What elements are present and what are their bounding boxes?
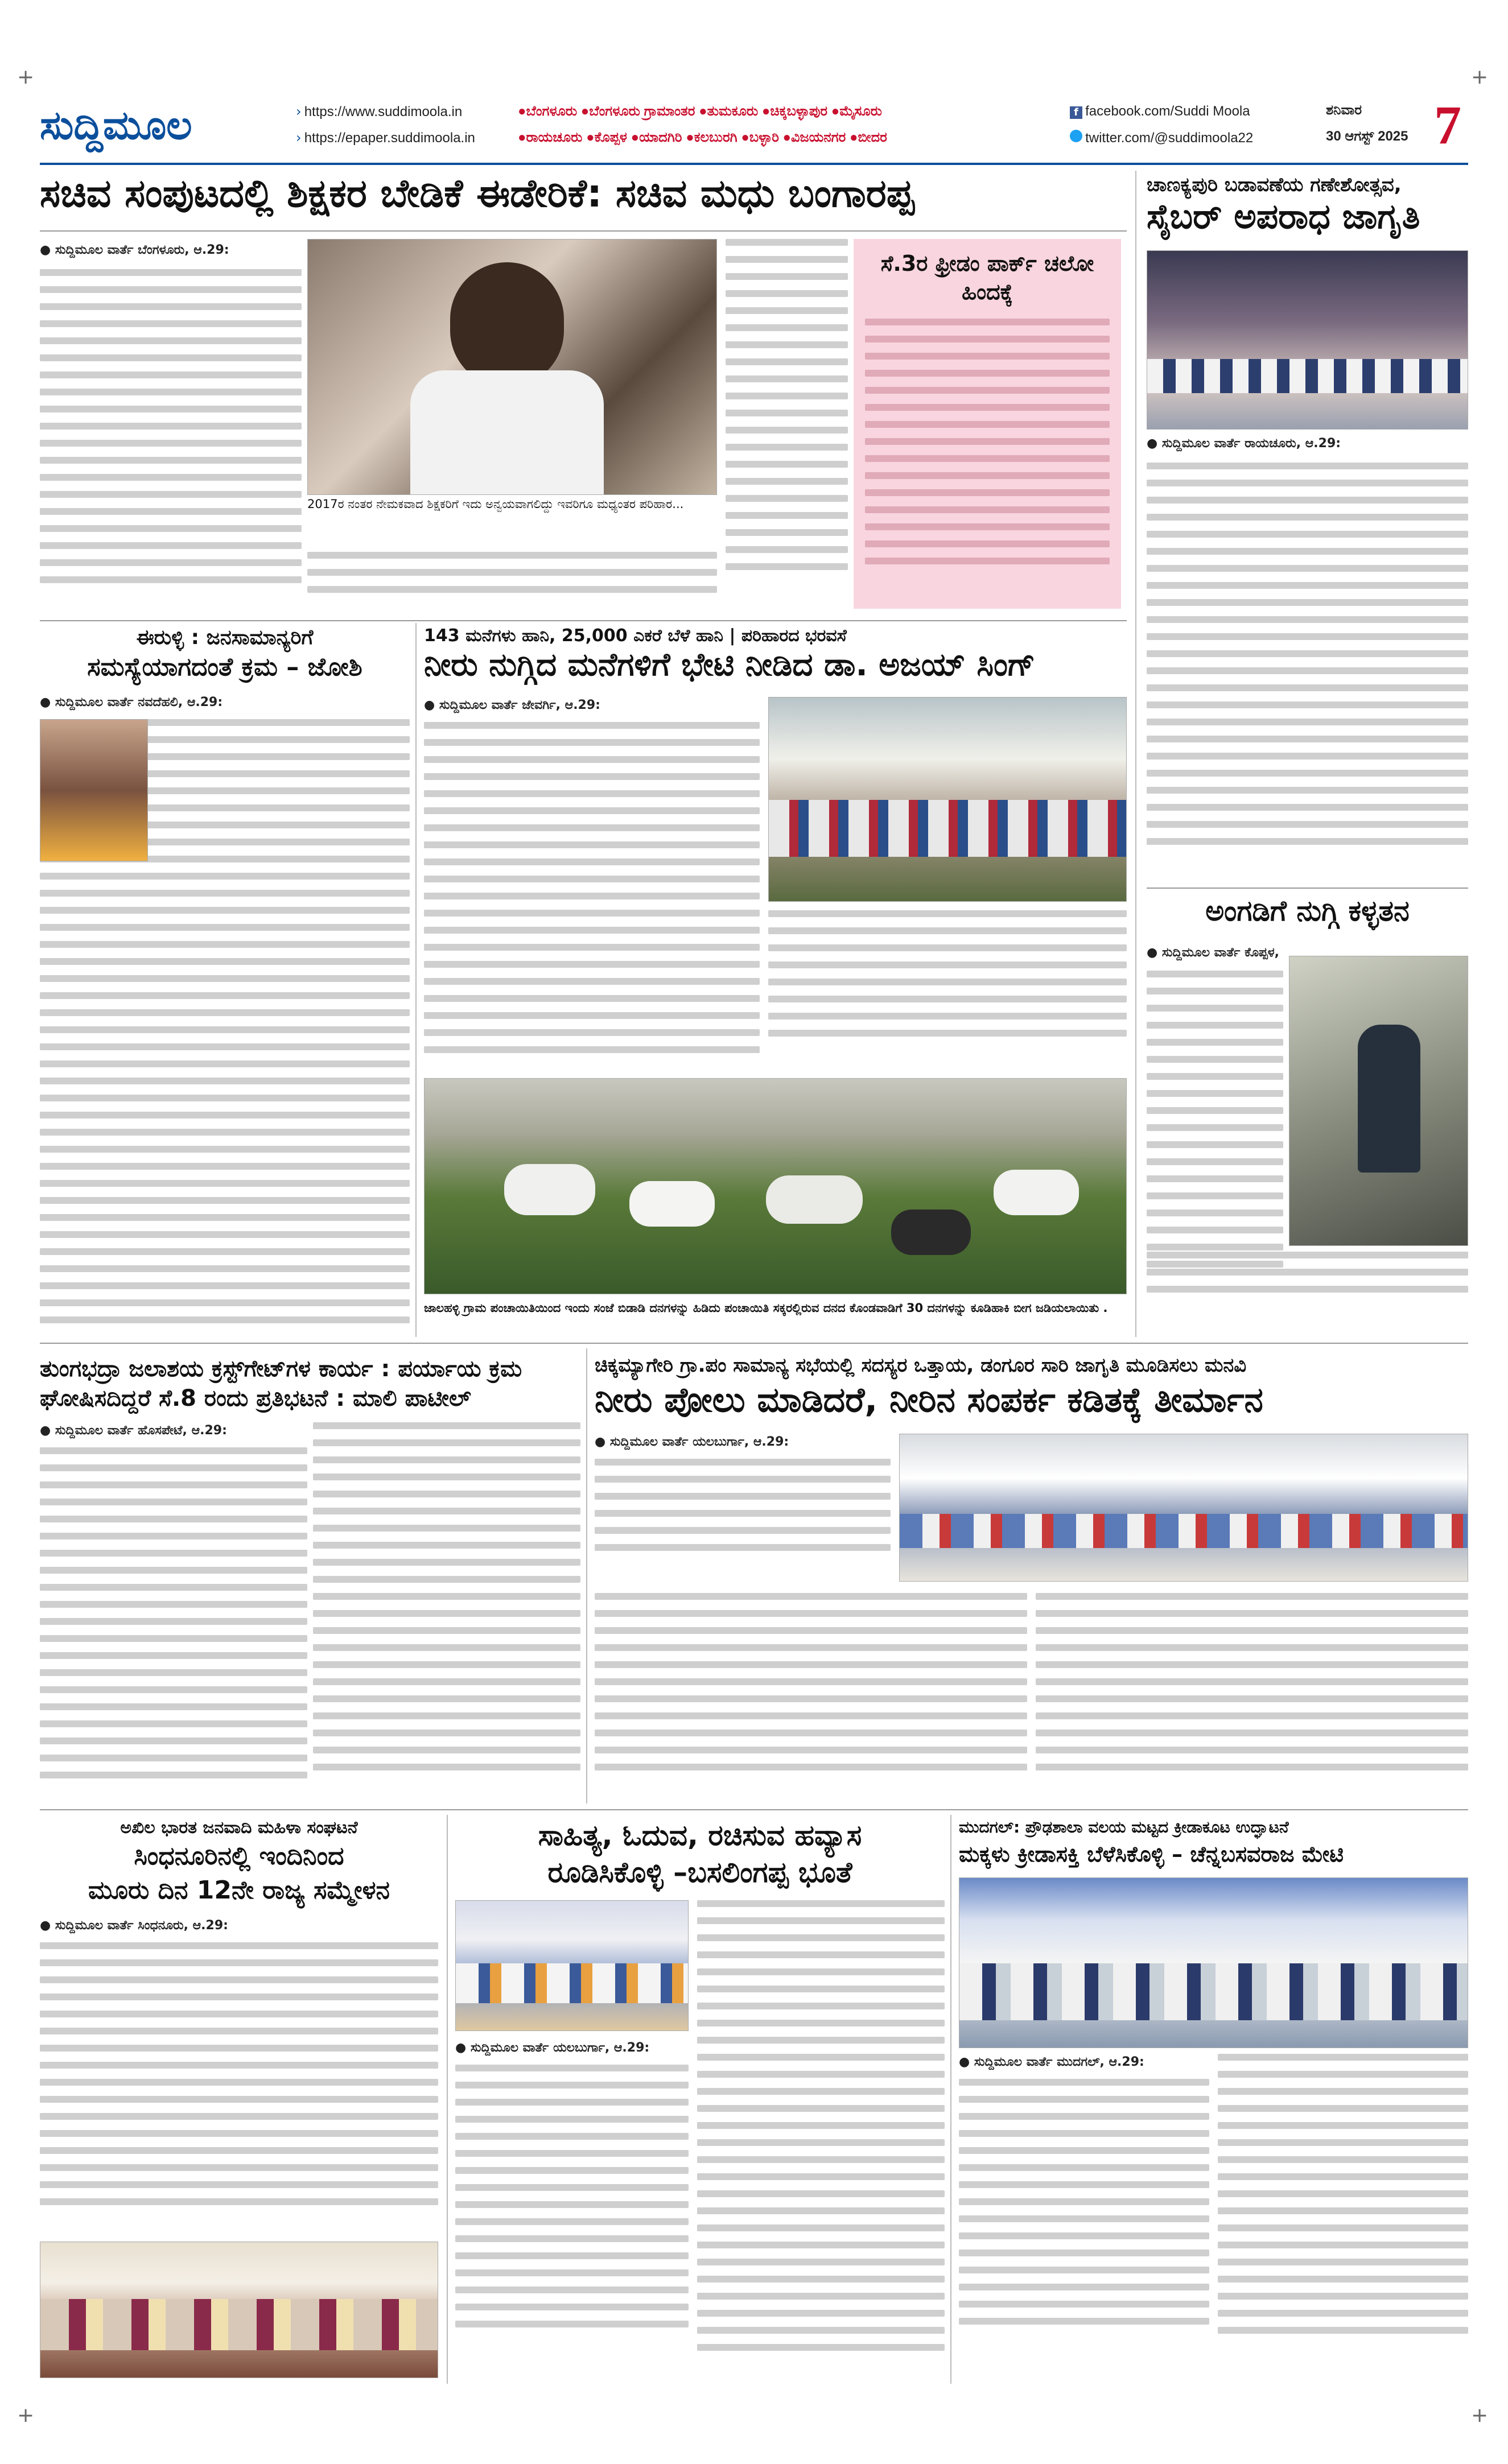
column-divider [415,623,417,1337]
anganwadi-text-bottom [1147,1252,1468,1320]
right-top-headline: ಸೈಬರ್ ಅಪರಾಧ ಜಾಗೃತಿ [1147,197,1420,237]
link-icon: › [296,104,302,119]
dignitaries-row [456,1963,689,2003]
kreeda-column-1 [959,2054,1209,2381]
sammelana-byline: ● ಸುದ್ದಿಮೂಲ ವಾರ್ತೆ ಸಿಂಧನೂರು, ಆ.29: [40,1918,228,1933]
sahitya-column-1 [455,2040,689,2381]
joshi-photo [40,719,148,861]
lead-column-3 [726,239,848,609]
divider [40,230,1127,232]
lead-byline: ● ಸುದ್ದಿಮೂಲ ವಾರ್ತೆ ಬೆಂಗಳೂರು, ಆ.29: [40,243,229,257]
sammelana-text [40,1917,438,2236]
students-row [1147,359,1468,393]
lead-column-2 [307,552,717,609]
neeru-headline: ನೀರು ಪೋಲು ಮಾಡಿದರೆ, ನೀರಿನ ಸಂಪರ್ಕ ಕಡಿತಕ್ಕೆ ತೀರ್ಮಾನ [595,1380,1263,1420]
right-top-kicker: ಚಾಣಕ್ಯಪುರಿ ಬಡಾವಣೆಯ ಗಣೇಶೋತ್ಸವ, [1147,174,1402,196]
ajay-kicker: 143 ಮನೆಗಳು ಹಾನಿ, 25,000 ಎಕರೆ ಬೆಳೆ ಹಾನಿ | ಪರಿಹಾರದ ಭರವಸೆ [424,626,847,646]
epaper-link[interactable]: https://epaper.suddimoola.in [304,130,475,146]
crop-mark: + [1471,2404,1489,2427]
cow-shape [994,1170,1079,1215]
anganwadi-byline: ● ಸುದ್ದಿಮೂಲ ವಾರ್ತೆ ಕೊಪ್ಪಳ, [1147,946,1280,960]
officials-row [959,1963,1468,2020]
sahitya-headline-1: ಸಾಹಿತ್ಯ, ಓದುವ, ರಚಿಸುವ ಹವ್ಯಾಸ [538,1819,862,1852]
kreeda-byline: ● ಸುದ್ದಿಮೂಲ ವಾರ್ತೆ ಮುದಗಲ್, ಆ.29: [959,2055,1144,2069]
crowd-row [769,800,1127,857]
sammelana-kicker: ಅಖಿಲ ಭಾರತ ಜನವಾದಿ ಮಹಿಳಾ ಸಂಘಟನೆ [120,1818,358,1838]
divider [40,1343,1468,1344]
anganwadi-text [1147,944,1283,1297]
cow-shape [891,1210,971,1255]
kreeda-photo [959,1877,1468,2048]
sahitya-byline: ● ಸುದ್ದಿಮೂಲ ವಾರ್ತೆ ಯಲಬುರ್ಗಾ, ಆ.29: [455,2041,650,2055]
joshi-byline: ● ಸುದ್ದಿಮೂಲ ವಾರ್ತೆ ನವದೆಹಲಿ, ಆ.29: [40,695,223,709]
kreeda-headline: ಮಕ್ಕಳು ಕ್ರೀಡಾಸಕ್ತಿ ಬೆಳೆಸಿಕೊಳ್ಳಿ – ಚೆನ್ನಬಸವರಾಜ ಮೇಟಿ [959,1842,1344,1867]
neeru-column-3 [1036,1593,1468,1798]
link-icon: › [296,130,302,146]
pink-box [854,239,1121,609]
masthead [40,94,1468,165]
masthead-logo[interactable]: ಸುದ್ದಿಮೂಲ [40,101,192,148]
page-number: 7 [1434,94,1461,155]
joshi-headline: ಸಮಸ್ಯೆಯಾಗದಂತೆ ಕ್ರಮ – ಜೋಶಿ [87,653,362,682]
joshi-kicker: ಈರುಳ್ಳಿ : ಜನಸಾಮಾನ್ಯರಿಗೆ [136,626,314,649]
sammelana-headline-2: ಮೂರು ದಿನ 12ನೇ ರಾಜ್ಯ ಸಮ್ಮೇಳನ [88,1876,390,1905]
lead-photo-caption: 2017ರ ನಂತರ ನೇಮಕವಾದ ಶಿಕ್ಷಕರಿಗೆ ಇದು ಅನ್ವಯವಾಗಲಿದ್ದು ಇವರಿಗೂ ಮಧ್ಯಂತರ ಪರಿಹಾರ... [307,496,717,547]
cattle-photo-caption: ಜಾಲಹಳ್ಳಿ ಗ್ರಾಮ ಪಂಚಾಯಿತಿಯಿಂದ ಇಂದು ಸಂಜೆ ಬಿಡಾಡಿ ದನಗಳನ್ನು ಹಿಡಿದು ಪಂಚಾಯಿತಿ ಸಕ್ಕರಲ್ಲಿರುವ ದನದ ಕೊಂಡವಾಡಿಗೆ 30 ದನಗಳನ್ನು ಕೂಡಿಹಾಕಿ ಬೀಗ ಜಡಿಯಲಾಯಿತು . [424,1300,1127,1334]
kreeda-kicker: ಮುದಗಲ್: ಪ್ರೌಢಶಾಲಾ ವಲಯ ಮಟ್ಟದ ಕ್ರೀಡಾಕೂಟ ಉದ್ಘಾಟನೆ [959,1818,1289,1836]
neeru-column-2 [595,1593,1027,1798]
twitter-row [1070,130,1253,146]
column-divider [447,1815,448,2384]
women-row [40,2299,438,2350]
joshi-text [40,694,410,1337]
facebook-link[interactable]: facebook.com/Suddi Moola [1085,104,1250,119]
crop-mark: + [17,65,35,89]
anganwadi-headline: ಅಂಗಡಿಗೆ ನುಗ್ಗಿ ಕಳ್ಳತನ [1205,894,1410,927]
sahitya-photo [455,1900,689,2031]
ajay-column-1 [424,697,760,1072]
cattle-photo [424,1078,1127,1294]
cow-shape [766,1175,863,1224]
ajay-headline: ನೀರು ನುಗ್ಗಿದ ಮನೆಗಳಿಗೆ ಭೇಟಿ ನೀಡಿದ ಡಾ. ಅಜಯ್ ಸಿಂಗ್ [424,646,1036,683]
column-divider [950,1815,951,2384]
tungabhadra-column-2 [313,1422,580,1798]
website-row [296,104,462,120]
masthead-day: ಶನಿವಾರ [1326,102,1362,118]
tungabhadra-byline: ● ಸುದ್ದಿಮೂಲ ವಾರ್ತೆ ಹೊಸಪೇಟೆ, ಆ.29: [40,1423,227,1438]
lead-headline: ಸಚಿವ ಸಂಪುಟದಲ್ಲಿ ಶಿಕ್ಷಕರ ಬೇಡಿಕೆ ಈಡೇರಿಕೆ: ಸಚಿವ ಮಧು ಬಂಗಾರಪ್ಪ [40,171,914,216]
ajay-visit-photo [768,697,1127,902]
neeru-column-1 [595,1434,891,1587]
pink-box-text [865,319,1110,597]
members-row [900,1514,1468,1548]
cow-shape [629,1181,715,1227]
kreeda-column-2 [1218,2054,1468,2381]
sahitya-headline-2: ರೂಡಿಸಿಕೊಳ್ಳಿ –ಬಸಲಿಂಗಪ್ಪ ಭೂತೆ [547,1856,852,1889]
divider [40,620,1127,621]
lead-column-1 [40,242,302,612]
column-divider [586,1348,587,1803]
crop-mark: + [17,2404,35,2427]
pink-box-headline: ಸೆ.3ರ ಫ್ರೀಡಂ ಪಾರ್ಕ್ ಚಲೋ ಹಿಂದಕ್ಕೆ [880,251,1094,304]
tungabhadra-column-1 [40,1422,307,1798]
facebook-icon: f [1070,106,1082,119]
person-silhouette [1358,1025,1420,1173]
twitter-link[interactable]: twitter.com/@suddimoola22 [1085,130,1254,146]
neeru-kicker: ಚಿಕ್ಕಮ್ಯಾಗೇರಿ ಗ್ರಾ.ಪಂ ಸಾಮಾನ್ಯ ಸಭೆಯಲ್ಲಿ ಸದಸ್ಯರ ಒತ್ತಾಯ, ಡಂಗೂರ ಸಾರಿ ಜಾಗೃತಿ ಮೂಡಿಸಲು ಮನವಿ [595,1354,1247,1377]
masthead-date: 30 ಆಗಸ್ಟ್ 2025 [1326,129,1408,144]
facebook-row [1070,104,1250,119]
neeru-byline: ● ಸುದ್ದಿಮೂಲ ವಾರ್ತೆ ಯಲಬುರ್ಗಾ, ಆ.29: [595,1435,789,1449]
cctv-photo [1289,956,1468,1246]
editions-row-2: ●ರಾಯಚೂರು ●ಕೊಪ್ಪಳ ●ಯಾದಗಿರಿ ●ಕಲಬುರಗಿ ●ಬಳ್ಳಾರಿ ●ವಿಜಯನಗರ ●ಬೀದರ [518,130,887,145]
column-divider [1135,171,1136,1337]
twitter-icon [1070,130,1082,142]
sammelana-photo [40,2242,438,2378]
minister-photo [307,239,717,495]
epaper-row [296,130,475,146]
divider [40,1809,1468,1810]
person-silhouette [450,262,564,387]
divider [1147,888,1468,889]
cow-shape [504,1164,595,1215]
crop-mark: + [1471,65,1489,89]
ajay-byline: ● ಸುದ್ದಿಮೂಲ ವಾರ್ತೆ ಜೇವರ್ಗಿ, ಆ.29: [424,698,600,712]
right-top-byline: ● ಸುದ್ದಿಮೂಲ ವಾರ್ತೆ ರಾಯಚೂರು, ಆ.29: [1147,436,1341,451]
tungabhadra-headline: ತುಂಗಭದ್ರಾ ಜಲಾಶಯ ಕ್ರಸ್ಟ್‌ಗೇಟ್‌ಗಳ ಕಾರ್ಯ : ಪರ್ಯಾಯ ಕ್ರಮ ಘೋಷಿಸದಿದ್ದರೆ ಸೆ.8 ರಂದು ಪ್ರತಿಭಟನೆ : ಮಾಲಿ ಪಾಟೀಲ್ [40,1356,522,1411]
cyber-event-photo [1147,250,1468,430]
website-link[interactable]: https://www.suddimoola.in [304,104,463,119]
sahitya-column-2 [697,1900,945,2381]
editions-row-1: ●ಬೆಂಗಳೂರು ●ಬೆಂಗಳೂರು ಗ್ರಾಮಾಂತರ ●ತುಮಕೂರು ●ಚಿಕ್ಕಬಳ್ಳಾಪುರ ●ಮೈಸೂರು [518,104,882,119]
ajay-column-2 [768,910,1127,1072]
sammelana-headline-1: ಸಿಂಧನೂರಿನಲ್ಲಿ ಇಂದಿನಿಂದ [134,1842,344,1871]
right-top-text [1147,435,1468,879]
person-body [410,370,604,495]
meeting-photo [899,1434,1468,1582]
